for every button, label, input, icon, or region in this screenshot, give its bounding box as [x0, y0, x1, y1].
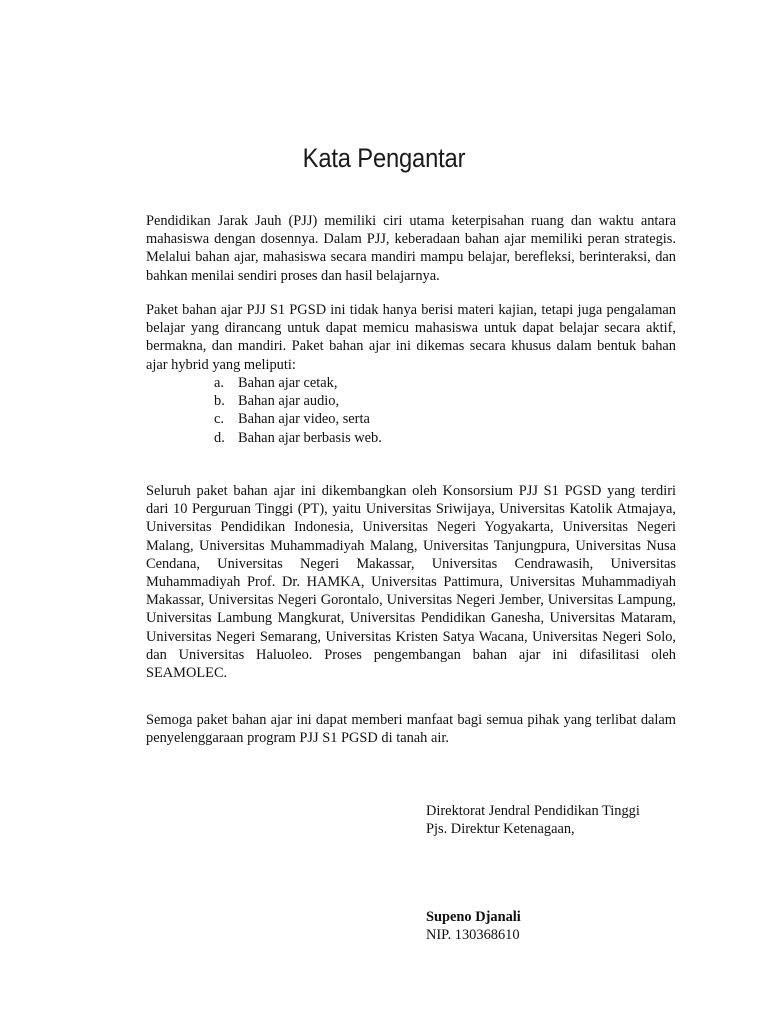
- list-item-text: Bahan ajar video, serta: [238, 411, 370, 428]
- paragraph-consortium: Seluruh paket bahan ajar ini dikembangkan oleh Konsorsium PJJ S1 PGSD yang terdiri dari 10 Perguruan Tinggi (PT), yaitu Universitas Sriwijaya, Universitas Katolik Atmajaya, Universitas Pendidikan Indonesia, Universitas Negeri Yogyakarta, Universitas Negeri Malang, Universitas Muhammadiyah Malang, Universitas Tanjungpura, Universitas Nusa Cendana, Universitas Negeri Makassar, Universitas Cendrawasih, Universitas Muhammadiyah Prof. Dr. HAMKA, Universitas Pattimura, Universitas Muhammadiyah Makassar, Universitas Negeri Gorontalo, Universitas Negeri Jember, Universitas Lampung, Universitas Lambung Mangkurat, Universitas Pendidikan Ganesha, Universitas Mataram, Universitas Negeri Semarang, Universitas Kristen Satya Wacana, Universitas Negeri Solo, dan Universitas Haluoleo. Proses pengembangan bahan ajar ini difasilitasi oleh SEAMOLEC.: [146, 483, 676, 682]
- signatory-name: Supeno Djanali: [426, 909, 521, 925]
- paragraph-closing: Semoga paket bahan ajar ini dapat memberi manfaat bagi semua pihak yang terlibat dalam penyelenggaraan program PJJ S1 PGSD di tanah air.: [146, 712, 676, 747]
- material-type-list: [214, 374, 382, 447]
- paragraph-intro: Pendidikan Jarak Jauh (PJJ) memiliki ciri utama keterpisahan ruang dan waktu antara mahasiswa dengan dosennya. Dalam PJJ, keberadaan bahan ajar memiliki peran strategis. Melalui bahan ajar, mahasiswa secara mandiri mampu belajar, berefleksi, berinteraksi, dan bahkan menilai sendiri proses dan hasil belajarnya.: [146, 213, 676, 284]
- paragraph-package: Paket bahan ajar PJJ S1 PGSD ini tidak hanya berisi materi kajian, tetapi juga pengalaman belajar yang dirancang untuk dapat memicu mahasiswa untuk dapat belajar secara aktif, bermakna, dan mandiri. Paket bahan ajar ini dikemas secara khusus dalam bentuk bahan ajar hybrid yang meliputi:: [146, 302, 676, 373]
- list-marker: b.: [214, 393, 225, 410]
- list-marker: c.: [214, 411, 224, 428]
- list-item-text: Bahan ajar cetak,: [238, 375, 338, 391]
- list-item: [214, 392, 382, 410]
- signature-position: Pjs. Direktur Ketenagaan,: [426, 821, 575, 838]
- signature-name-block: [426, 908, 521, 944]
- signatory-nip: NIP. 130368610: [426, 927, 520, 944]
- list-item: [214, 374, 382, 392]
- list-item: [214, 429, 382, 447]
- list-item-text: Bahan ajar berbasis web.: [238, 429, 382, 446]
- page-title: Kata Pengantar: [302, 143, 466, 173]
- list-marker: d.: [214, 429, 225, 446]
- signature-organization: Direktorat Jendral Pendidikan Tinggi: [426, 803, 640, 819]
- list-item: [214, 410, 382, 428]
- list-item-text: Bahan ajar audio,: [238, 393, 340, 410]
- signature-organization-block: [426, 802, 640, 838]
- list-marker: a.: [214, 375, 224, 391]
